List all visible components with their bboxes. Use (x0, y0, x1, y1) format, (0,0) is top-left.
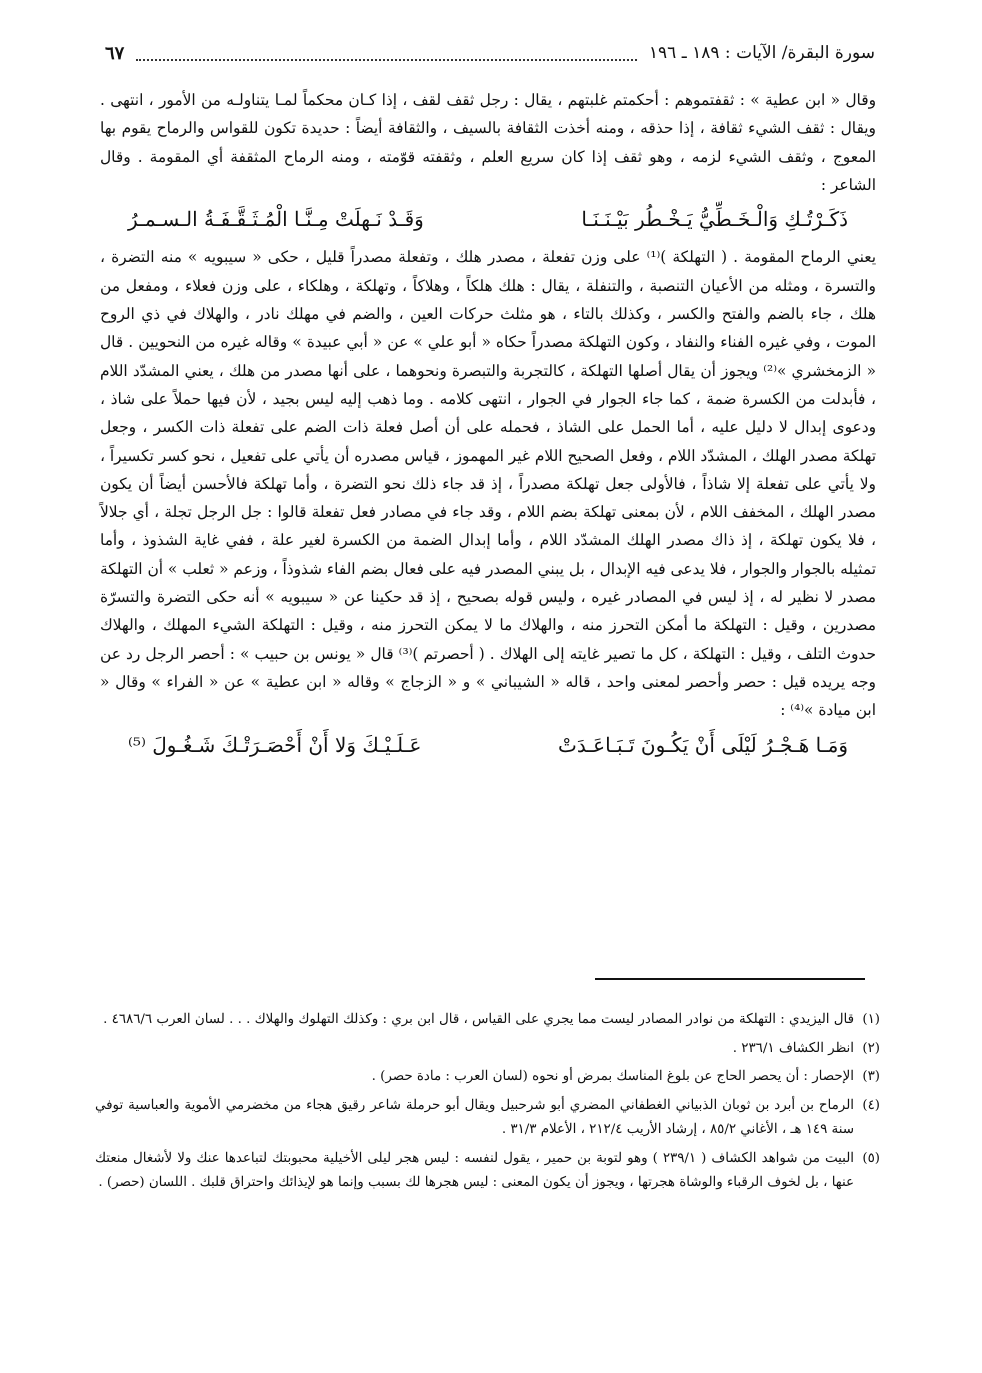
footnote-text: انظر الكشاف ٢٣٦/١ . (732, 1040, 854, 1056)
verse-2-second-hemistich: عَـلَـيْـكَ وَلا أَنْ أَحْصَـرَتْـكَ شَـغُـولَ ⁽⁵⁾ (128, 732, 422, 757)
footnote-text: البيت من شواهد الكشاف ( ٢٣٩/١ ) وهو لتوبة بن حمير ، يقول لنفسه : ليس هجر ليلى الأخيلية محبوبتك لتباعدها عنك ولا لأشغال منعتك عنها ، بل لخوف الرقباء والوشاة هجرتها ، ويجوز أن يكون المعنى : ليس هجرها لك بسبب وإنما هو لإيذائك واحتراق قلبك . اللسان (حصر) . (95, 1150, 854, 1190)
poetry-verse-1 (100, 199, 876, 243)
footnotes (95, 1008, 880, 1200)
footnote (95, 1147, 880, 1196)
running-header (105, 38, 875, 68)
paragraph-ibn-atiyya: وقال « ابن عطية » : ثقفتموهم : أحكمتم غلبتهم ، يقال : رجل ثقف لقف ، إذا كـان محكماً لمـا يتناولـه من الأمور ، انتهى . ويقال : ثقف الشيء ثقافة ، إذا حذقه ، ومنه أخذت الثقافة بالسيف ، والثقافة أيضاً : حديدة تكون للقواس والرماح يقوم بها المعوج ، وثقف الشيء لزمه ، وهو ثقف إذا كان سريع العلم ، وثقفته قوّمته ، ومنه الرماح المثقفة أي المقومة . وقال الشاعر : (100, 91, 876, 194)
page-number: ٦٧ (105, 42, 125, 64)
footnote-number: (٢) (862, 1040, 880, 1056)
footnote-separator (595, 978, 865, 980)
footnote (95, 1037, 880, 1062)
poetry-verse-2 (100, 725, 876, 769)
footnote-text: الرماح بن أبرد بن ثوبان الذبياني الغطفاني المضري أبو شرحبيل ويقال أبو حرملة شاعر رقيق هجاء من مخضرمي الأموية والعباسية توفي سنة ١٤٩ هـ ، الأغاني ٨٥/٢ ، إرشاد الأريب ٢١٢/٤ ، الأعلام ٣١/٣ . (95, 1097, 854, 1137)
verse-1-second-hemistich: وَقَـدْ نَـهلَتْ مِـنَّـا الْمُـثَـقَّـفَـةُ الـسـمـرُ (128, 207, 424, 232)
footnote-number: (١) (862, 1012, 880, 1027)
footnote-text: الإحصار : أن يحصر الحاج عن بلوغ المناسك بمرض أو نحوه (لسان العرب : مادة حصر) . (371, 1069, 854, 1084)
footnote (95, 1008, 880, 1033)
footnote-text: قال اليزيدي : التهلكة من نوادر المصادر ليست مما يجري على القياس ، قال ابن بري : وكذلك التهلوك والهلاك . . . لسان العرب ٤٦٨٦/٦ . (103, 1012, 854, 1027)
header-dotted-leader (136, 53, 637, 61)
footnote-number: (٣) (862, 1069, 880, 1084)
footnote-number: (٤) (862, 1097, 880, 1113)
paragraph-tahluka: يعني الرماح المقومة . ( التهلكة )⁽¹⁾ على وزن تفعلة ، مصدر هلك ، وتفعلة مصدراً قليل ، حكى « سيبويه » منه التضرة ، والتسرة ، ومثله من الأعيان التنصبة ، والتنفلة ، يقال : هلك هلكاً ، وهلاكاً ، وتهلكة ، وهلكاء ، على وزن فعلاء ، ومفعل من هلك ، جاء بالضم والفتح والكسر ، وكذلك بالتاء ، هو مثلث حركات العين ، والضم في مهلك نادر ، والهلاك في ذي الروح الموت ، وفي غيره الفناء والنفاد ، وكون التهلكة مصدراً حكاه « أبو علي » عن « أبي عبيدة » وقاله غيره من النحويين . قال « الزمخشري »⁽²⁾ ويجوز أن يقال أصلها التهلكة ، كالتجربة والتبصرة ونحوهما ، على أنها مصدر من هلك ، يعني المشدّد اللام ، فأبدلت من الكسرة ضمة ، كما جاء الجوار في الجوار ، انتهى كلامه . وما ذهب إليه ليس بجيد ، لأن فيها حملاً على شاذ ، ودعوى إبدال لا دليل عليه ، أما الحمل على الشاذ ، فحمله على أن أصل فعلة ذات الضم على تفعلة ذات الكسر ، وجعل تهلكة مصدر الهلك ، المشدّد اللام ، وفعل الصحيح اللام غير المهموز ، قياس مصدره أن يأتي على تفعيل ، نحو كسر تكسيراً ، ولا يأتي على تفعلة إلا شاذاً ، فالأولى جعل تهلكة مصدراً ، إذ قد جاء ذلك نحو التضرة ، وأما تهلكة فالأحسن أيضاً أن يكون مصدر الهلك ، المخفف اللام ، لأن بمعنى تهلكة بضم اللام ، وقد جاء في مصادر فعل تفعلة قالوا : جل الرجل تجلة ، أي جلالاً ، فلا يكون تهلكة ، إذ ذاك مصدر الهلك المشدّد اللام ، وأما إبدال الضمة من الكسرة لغير علة ، ففي غاية الشذوذ ، وأما تمثيله بالجوار والجوار ، فلا يدعى فيه الإبدال ، بل يبني المصدر فيه على فعال بضم الفاء شذوذاً ، وزعم « ثعلب » أن التهلكة مصدر لا نظير له ، إذ ليس في المصادر غيره ، وليس قوله بصحيح ، إذ قد حكينا عن « سيبويه » أنه حكى التضرة والتسرّة مصدرين ، وقيل : التهلكة ما أمكن التحرز منه ، والهلاك ما لا يمكن التحرز منه ، وقيل : التهلكة الشيء المهلك ، والهلاك حدوث التلف ، وقيل : التهلكة ، كل ما تصير غايته إلى الهلاك . ( أحصرتم )⁽³⁾ قال « يونس بن حبيب » : أحصر الرجل رد عن وجه يريده قيل : حصر وأحصر لمعنى واحد ، قاله « الشيباني » و « الزجاج » وقاله « ابن عطية » عن « الفراء » وقال « ابن ميادة »⁽⁴⁾ : (100, 248, 876, 720)
footnote (95, 1065, 880, 1090)
footnote-number: (٥) (862, 1150, 880, 1166)
verse-2-first-hemistich: وَمَـا هَـجْـرُ لَيْلَى أَنْ يَكُـونَ تَـبَـاعَـدَتْ (557, 732, 848, 757)
main-text (100, 86, 876, 769)
verse-1-first-hemistich: ذَكَـرْتُـكِ وَالْـخَـطِّيُّ يَـخْـطُر بَيْـنَـنَـا (581, 207, 848, 232)
header-title: سورة البقرة/ الآيات : ١٨٩ ـ ١٩٦ (648, 43, 875, 63)
footnote (95, 1094, 880, 1143)
